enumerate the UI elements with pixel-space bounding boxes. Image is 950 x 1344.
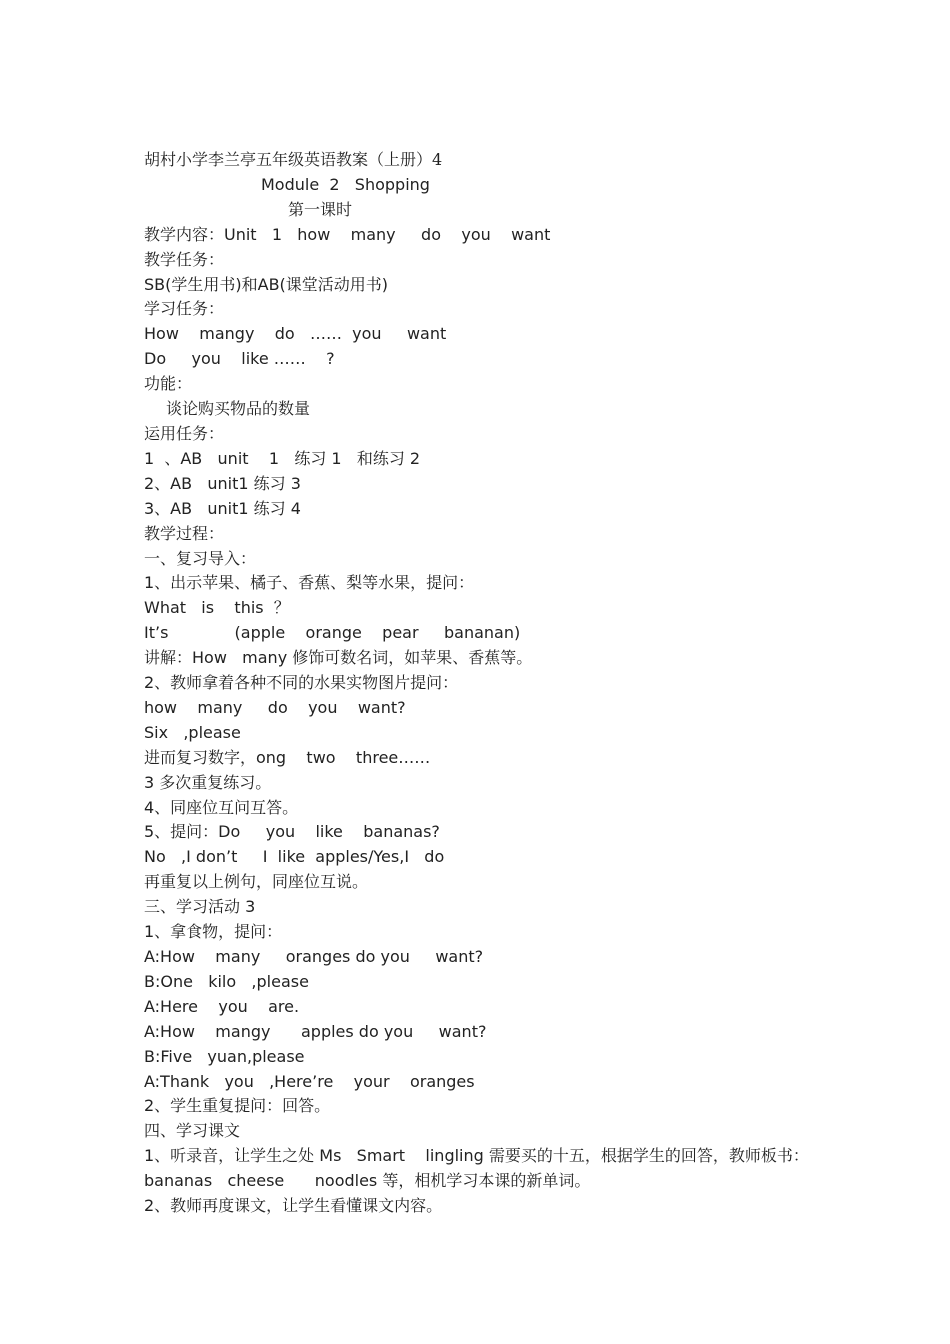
- text-line: 再重复以上例句，同座位互说。: [144, 872, 369, 892]
- text-line: 1、听录音，让学生之处 Ms Smart lingling 需要买的十五，根据学生的回答，教师板书：: [144, 1146, 809, 1166]
- text-line: 功能：: [144, 374, 193, 394]
- text-line: No ,I don’t I like apples/Yes,I do: [144, 847, 445, 867]
- text-line: Do you like …… ?: [144, 349, 335, 369]
- text-line: bananas cheese noodles 等，相机学习本课的新单词。: [144, 1171, 591, 1191]
- text-line: 教学任务：: [144, 249, 225, 269]
- text-line: 进而复习数字，ong two three……: [144, 747, 431, 767]
- text-line: 3、AB unit1 练习 4: [144, 498, 301, 518]
- text-line: 3 多次重复练习。: [144, 772, 272, 792]
- text-line: 谈论购买物品的数量: [166, 399, 311, 419]
- text-line: 4、同座位互问互答。: [144, 797, 299, 817]
- text-line: 1 、AB unit 1 练习 1 和练习 2: [144, 448, 421, 468]
- text-line: 2、AB unit1 练习 3: [144, 473, 301, 493]
- text-line: 四、学习课文: [144, 1121, 241, 1141]
- text-line: A:How many oranges do you want?: [144, 947, 484, 966]
- document-header: 胡村小学李兰亭五年级英语教案（上册）4: [144, 150, 443, 169]
- module-title: Module 2 Shopping: [261, 174, 430, 194]
- text-line: 5、提问：Do you like bananas?: [144, 822, 440, 842]
- text-line: 三、学习活动 3: [144, 897, 256, 917]
- text-line: A:Thank you ,Here’re your oranges: [144, 1071, 475, 1091]
- text-line: It’s (apple orange pear bananan): [144, 623, 521, 643]
- text-line: 一、复习导入：: [144, 548, 257, 568]
- text-line: 教学内容：Unit 1 how many do you want: [144, 224, 551, 244]
- text-line: 1、拿食物，提问：: [144, 922, 283, 942]
- text-line: B:Five yuan,please: [144, 1046, 305, 1066]
- text-line: 2、学生重复提问：回答。: [144, 1096, 331, 1116]
- text-line: 教学过程：: [144, 523, 225, 543]
- text-line: 1、出示苹果、橘子、香蕉、梨等水果，提问：: [144, 573, 475, 593]
- lesson-title: 第一课时: [288, 199, 353, 219]
- text-line: 运用任务：: [144, 423, 225, 443]
- text-line: Six ,please: [144, 722, 241, 742]
- text-line: how many do you want?: [144, 697, 406, 717]
- text-line: 讲解：How many 修饰可数名词，如苹果、香蕉等。: [144, 648, 533, 668]
- text-line: 学习任务：: [144, 299, 225, 319]
- text-line: How mangy do …… you want: [144, 324, 447, 344]
- text-line: 2、教师再度课文，让学生看懂课文内容。: [144, 1196, 443, 1216]
- text-line: A:Here you are.: [144, 996, 300, 1016]
- text-line: B:One kilo ,please: [144, 971, 309, 991]
- text-line: A:How mangy apples do you want?: [144, 1021, 487, 1041]
- text-line: SB(学生用书)和AB(课堂活动用书): [144, 274, 389, 294]
- document-body: [144, 148, 824, 1219]
- text-line: 2、教师拿着各种不同的水果实物图片提问：: [144, 673, 459, 693]
- text-line: What is this ？: [144, 598, 290, 618]
